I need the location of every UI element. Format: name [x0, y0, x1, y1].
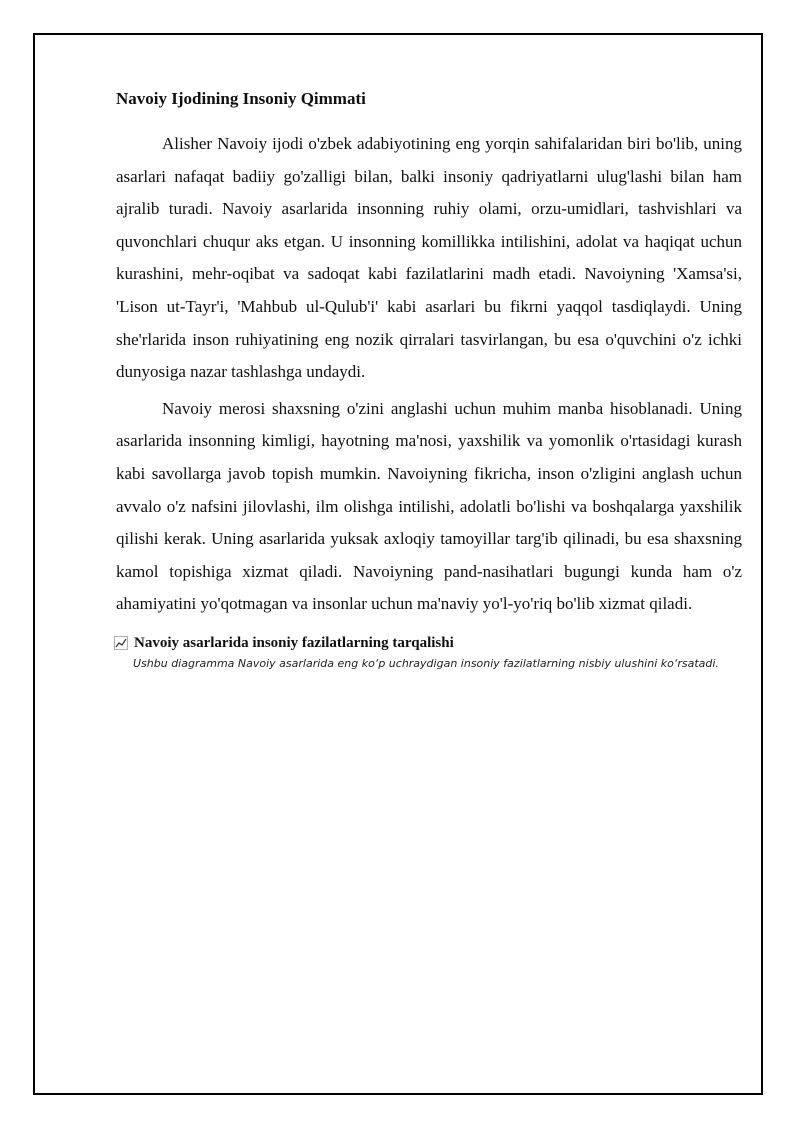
chart-increasing-icon [114, 636, 128, 650]
figure-title: Navoiy asarlarida insoniy fazilatlarning tarqalishi [134, 634, 454, 651]
figure-caption: Ushbu diagramma Navoiy asarlarida eng ko‘p uchraydigan insoniy fazilatlarning nisbiy ulushini ko‘rsatadi. [133, 656, 719, 670]
figure-heading [114, 631, 740, 655]
document-body [116, 84, 742, 673]
paragraph-1: Alisher Navoiy ijodi o'zbek adabiyotining eng yorqin sahifalaridan biri bo'lib, uning asarlari nafaqat badiiy go'zalligi bilan, balki insoniy qadriyatlarni ulug'lashi bilan ham ajralib turadi. Navoiy asarlarida insonning ruhiy olami, orzu-umidlari, tashvishlari va quvonchlari chuqur aks etgan. U insonning komillikka intilishini, adolat va haqiqat uchun kurashini, mehr-oqibat va sadoqat kabi fazilatlarini madh etadi. Navoiyning 'Xamsa'si, 'Lison ut-Tayr'i, 'Mahbub ul-Qulub'i' kabi asarlari bu fikrni yaqqol tasdiqlaydi. Uning she'rlarida inson ruhiyatining eng nozik qirralari tasvirlangan, bu esa o'quvchini o'z ichki dunyosiga nazar tashlashga undaydi. [116, 134, 742, 382]
paragraph-2: Navoiy merosi shaxsning o'zini anglashi uchun muhim manba hisoblanadi. Uning asarlarida insonning kimligi, hayotning ma'nosi, yaxshilik va yomonlik o'rtasidagi kurash kabi savollarga javob topish mumkin. Navoiyning fikricha, inson o'zligini anglash uchun avvalo o'z nafsini jilovlashi, ilm olishga intilishi, adolatli bo'lishi va boshqalarga yaxshilik qilishi kerak. Uning asarlarida yuksak axloqiy tamoyillar targ'ib qilinadi, bu esa shaxsning kamol topishiga xizmat qiladi. Navoiyning pand-nasihatlari bugungi kunda ham o'z ahamiyatini yo'qotmagan va insonlar uchun ma'naviy yo'l-yo'riq bo'lib xizmat qiladi. [116, 398, 742, 614]
document-title: Navoiy Ijodining Insoniy Qimmati [116, 89, 366, 108]
